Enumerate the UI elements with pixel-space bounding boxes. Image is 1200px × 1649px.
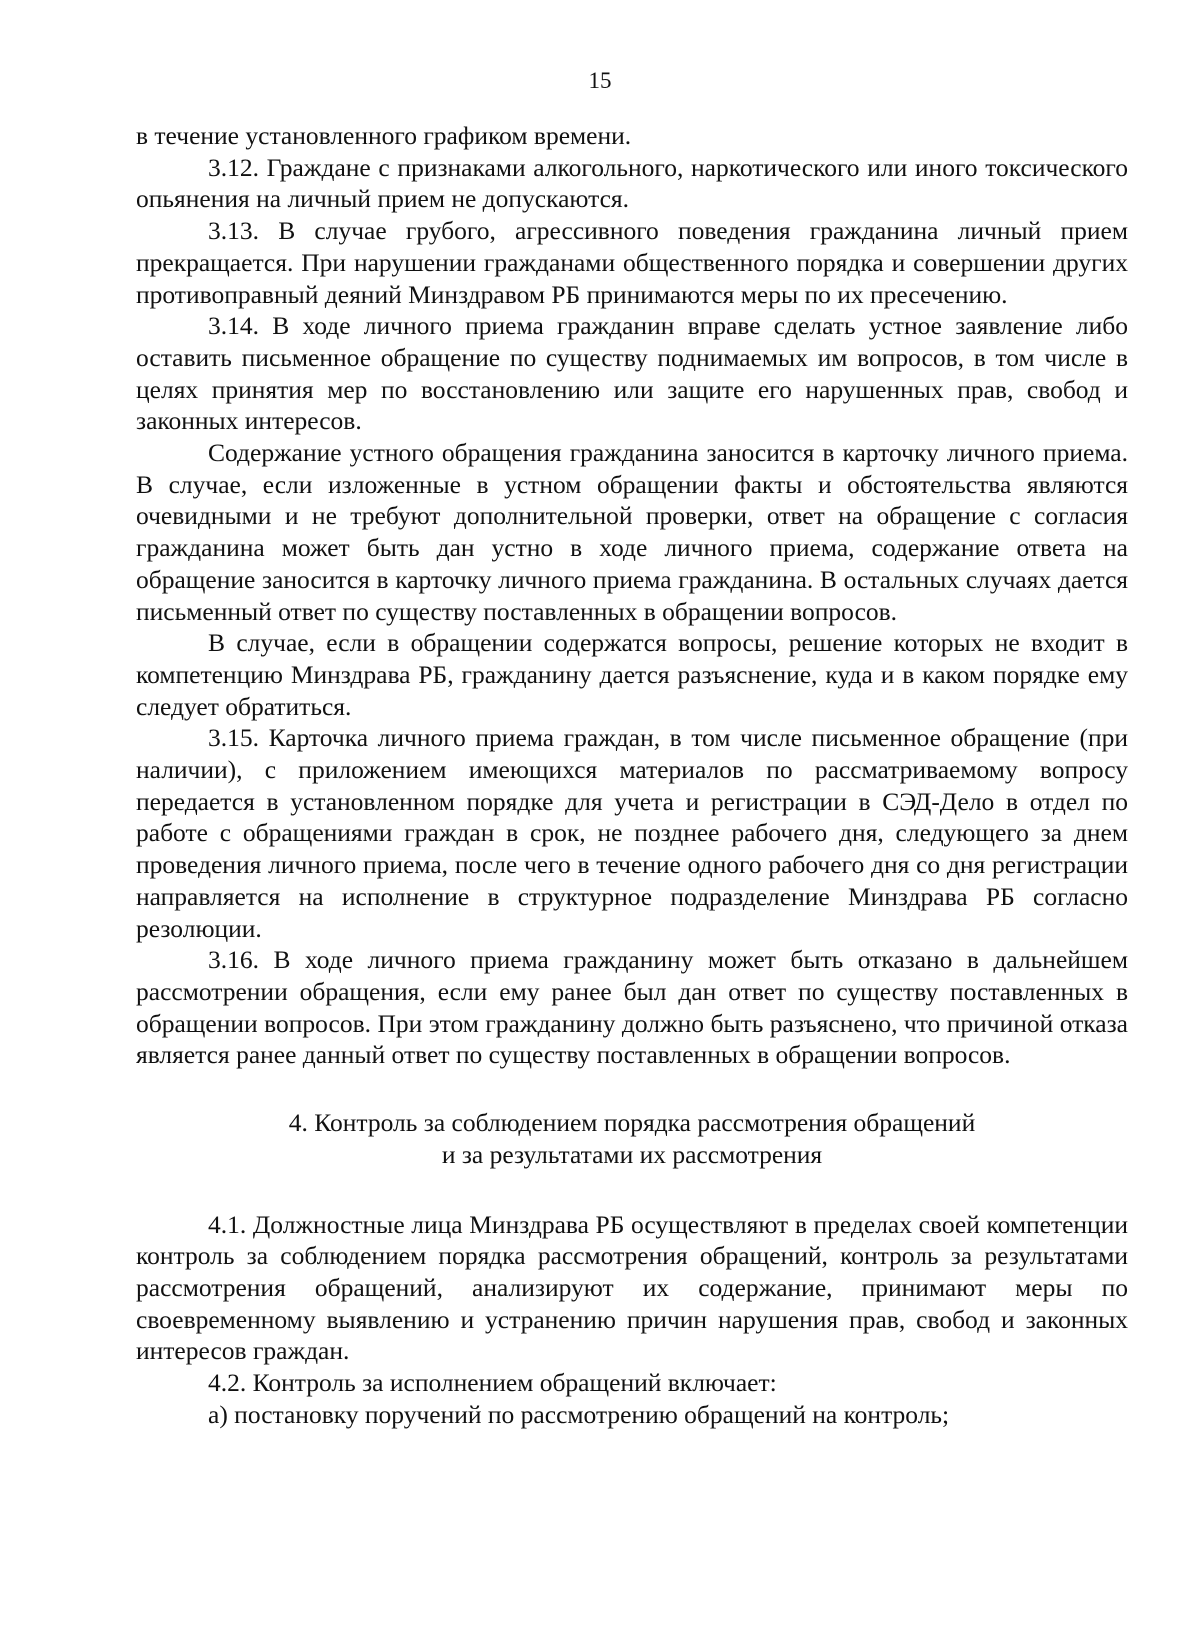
paragraph-3-14: 3.14. В ходе личного приема гражданин вправе сделать устное заявление либо оставить письменное обращение по существу поднимаемых им вопросов, в том числе в целях принятия мер по восстановлению или защите его нарушенных прав, свобод и законных интересов.: [136, 311, 1128, 436]
paragraph-3-13: 3.13. В случае грубого, агрессивного поведения гражданина личный прием прекращается. При нарушении гражданами общественного порядка и совершении других противоправный деяний Минздравом РБ принимаются меры по их пресечению.: [136, 216, 1128, 309]
document-body: [136, 120, 1128, 1430]
paragraph-continuation: в течение установленного графиком времени.: [136, 121, 632, 150]
paragraph-3-16: 3.16. В ходе личного приема гражданину может быть отказано в дальнейшем рассмотрении обращения, если ему ранее был дан ответ по существу поставленных в обращении вопросов. При этом гражданину должно быть разъяснено, что причиной отказа является ранее данный ответ по существу поставленных в обращении вопросов.: [136, 945, 1128, 1070]
section-4-heading-line-2: и за результатами их рассмотрения: [441, 1139, 823, 1169]
section-4-heading-line-1: 4. Контроль за соблюдением порядка рассмотрения обращений: [288, 1108, 976, 1138]
paragraph-3-12: 3.12. Граждане с признаками алкогольного, наркотического или иного токсического опьянения на личный прием не допускаются.: [136, 152, 1128, 214]
section-4-heading: [136, 1107, 1128, 1170]
paragraph-oral-appeal-content: Содержание устного обращения гражданина заносится в карточку личного приема. В случае, если изложенные в устном обращении факты и обстоятельства являются очевидными и не требуют дополнительной проверки, ответ на обращение с согласия гражданина может быть дан устно в ходе личного приема, содержание ответа на обращение заносится в карточку личного приема гражданина. В остальных случаях дается письменный ответ по существу поставленных в обращении вопросов.: [136, 438, 1128, 626]
paragraph-out-of-competence: В случае, если в обращении содержатся вопросы, решение которых не входит в компетенцию Минздрава РБ, гражданину дается разъяснение, куда и в каком порядке ему следует обратиться.: [136, 628, 1128, 721]
paragraph-4-1: 4.1. Должностные лица Минздрава РБ осуществляют в пределах своей компетенции контроль за соблюдением порядка рассмотрения обращений, контроль за результатами рассмотрения обращений, анализируют их содержание, принимают меры по своевременному выявлению и устранению причин нарушения прав, свобод и законных интересов граждан.: [136, 1209, 1128, 1366]
paragraph-3-15: 3.15. Карточка личного приема граждан, в том числе письменное обращение (при наличии), с приложением имеющихся материалов по рассматриваемому вопросу передается в установленном порядке для учета и регистрации в СЭД-Дело в отдел по работе с обращениями граждан в срок, не позднее рабочего дня, следующего за днем проведения личного приема, после чего в течение одного рабочего дня со дня регистрации направляется на исполнение в структурное подразделение Минздрава РБ согласно резолюции.: [136, 723, 1128, 943]
paragraph-4-2: 4.2. Контроль за исполнением обращений включает:: [208, 1368, 777, 1398]
list-item-a: а) постановку поручений по рассмотрению обращений на контроль;: [208, 1399, 950, 1429]
page-number: 15: [588, 68, 612, 93]
